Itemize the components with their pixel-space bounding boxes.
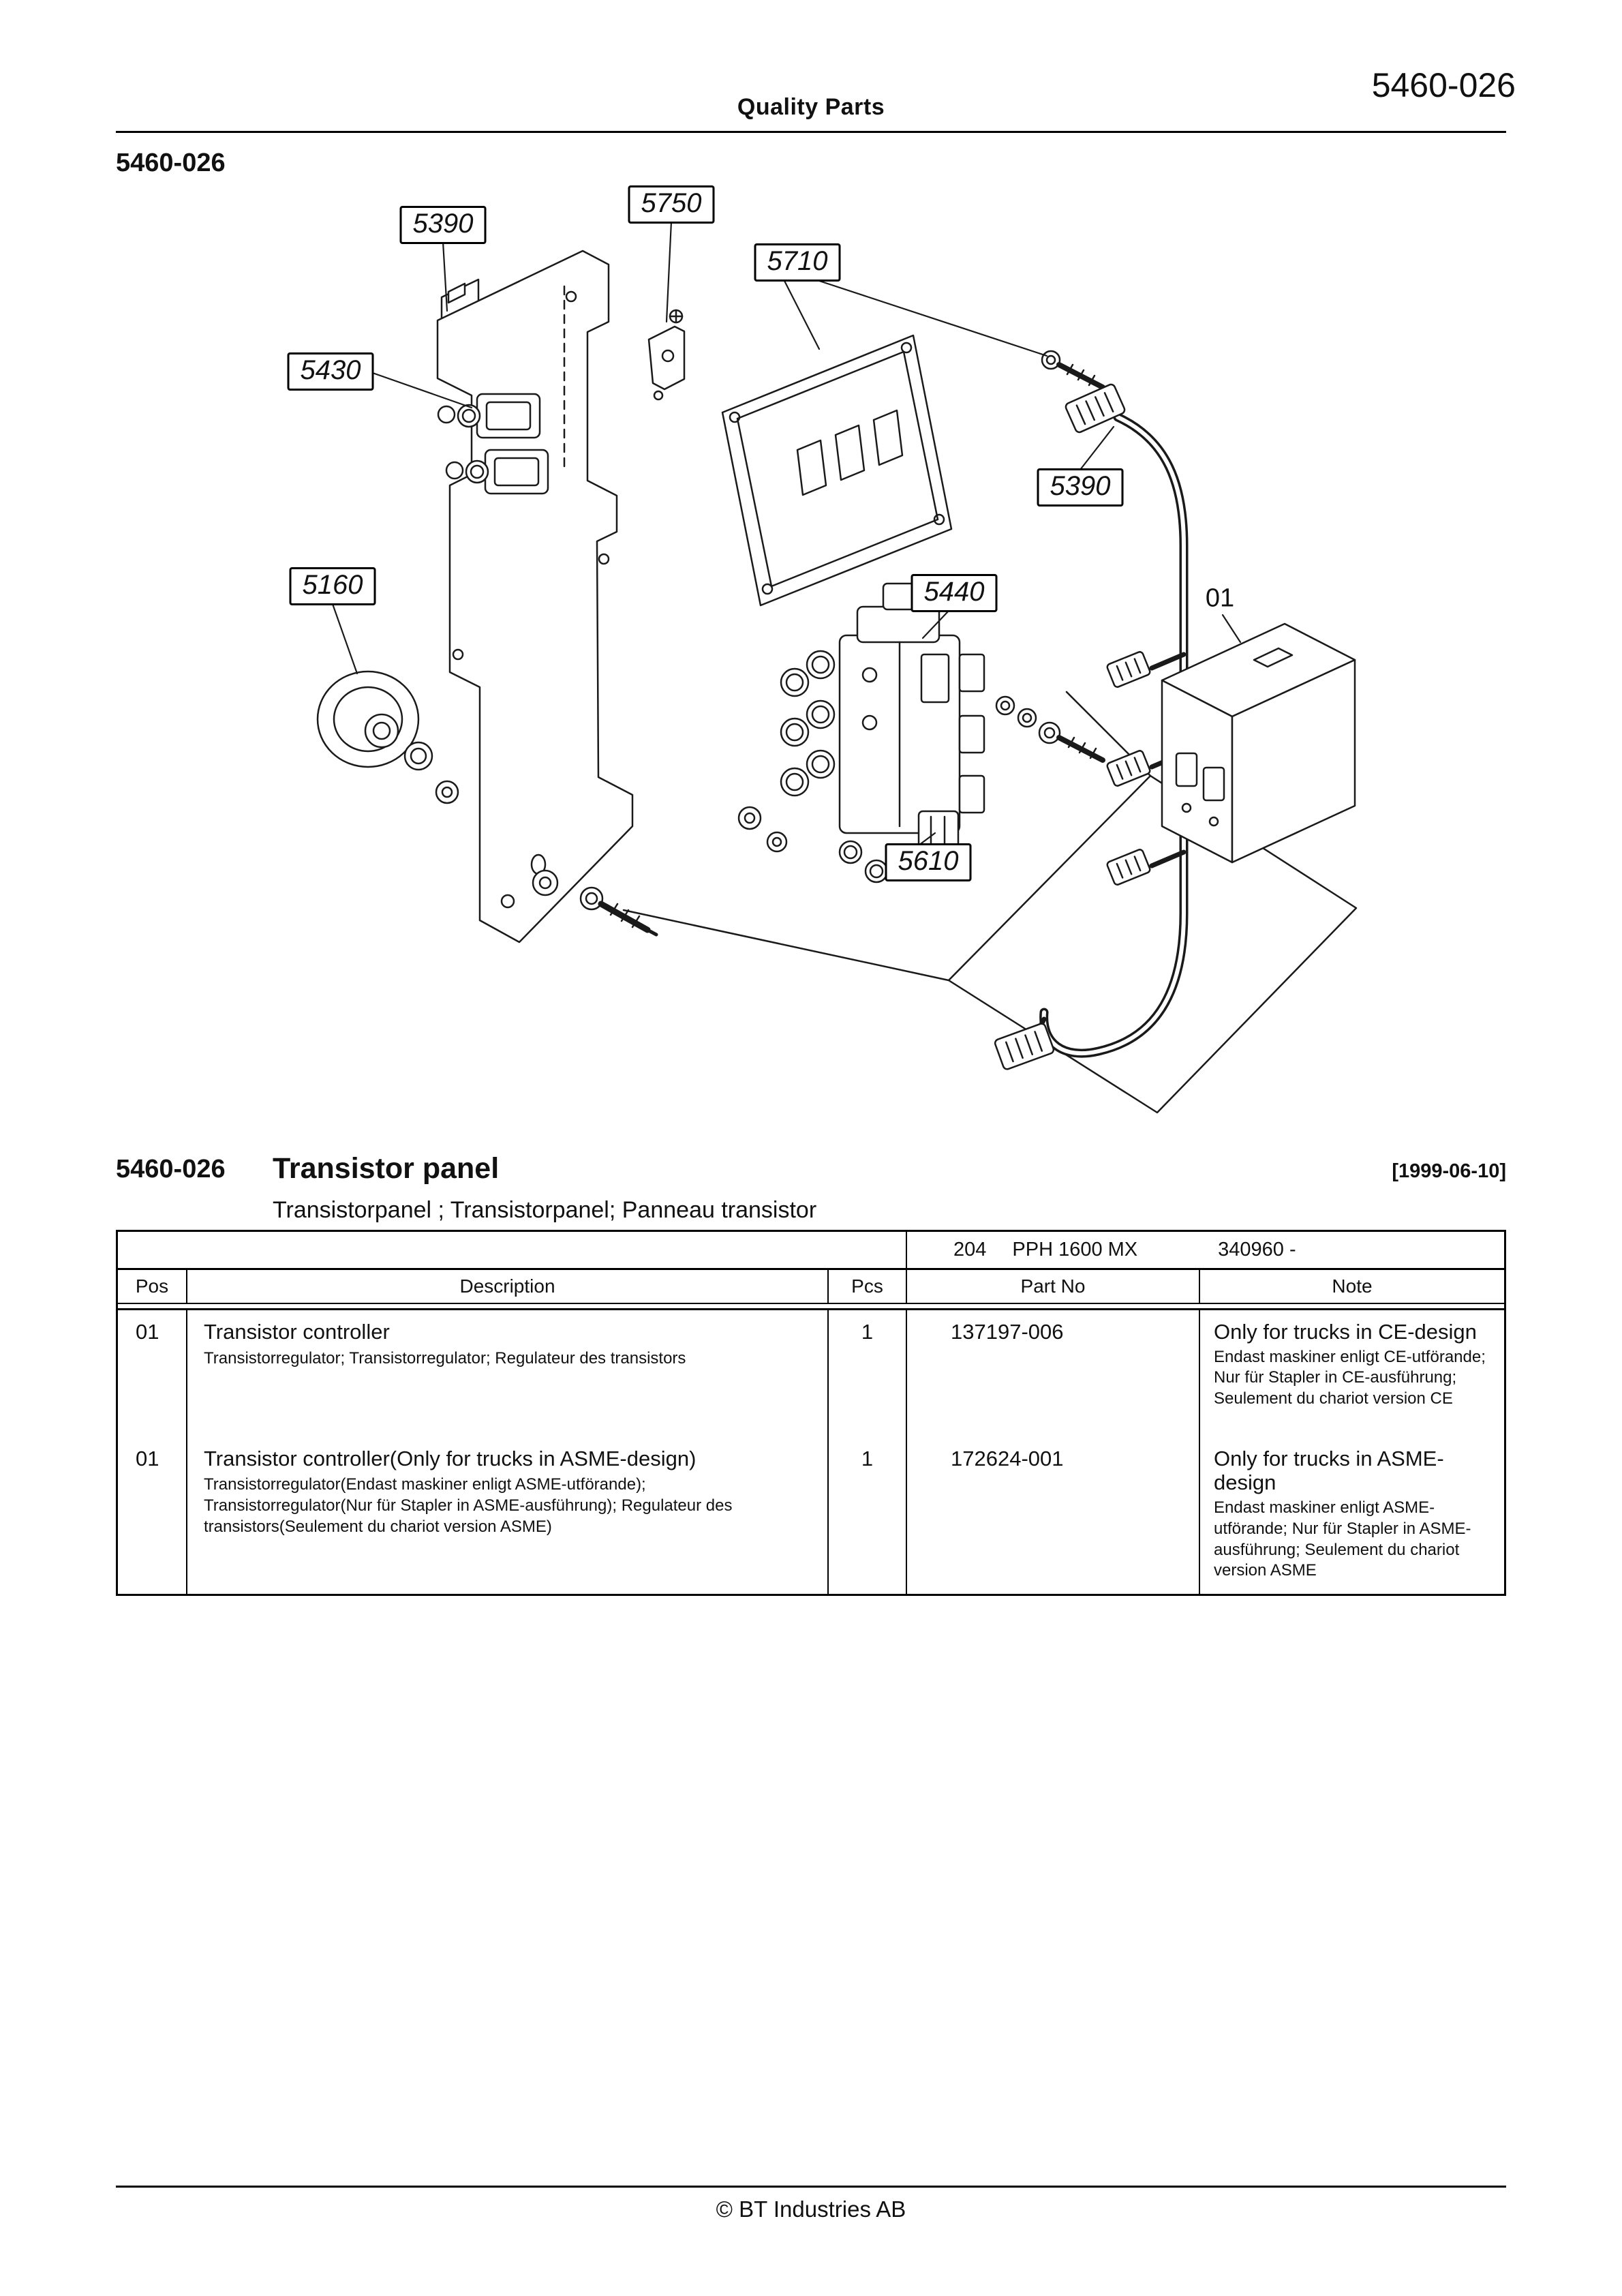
cell-note: [1200, 1437, 1504, 1594]
cell-description: [187, 1310, 829, 1437]
description-translations: Transistorregulator; Transistorregulator; Regulateur des transistors: [204, 1348, 686, 1368]
header-double-rule: [118, 1304, 1504, 1310]
table-row: [118, 1437, 1504, 1594]
part-callout: 5440: [911, 574, 998, 612]
cell-pcs: 1: [829, 1437, 907, 1594]
column-header: Pcs: [829, 1270, 907, 1303]
note-translations: Endast maskiner enligt ASME-utförande; Nur für Stapler in ASME-ausführung; Seulement du chariot version ASME: [1214, 1498, 1471, 1580]
model-serial: 340960 -: [1218, 1239, 1296, 1260]
part-callout: 5430: [288, 352, 374, 391]
figure-code-heading: 5460-026: [116, 149, 226, 177]
description-main: Transistor controller: [204, 1320, 390, 1344]
note-main: Only for trucks in ASME-design: [1214, 1446, 1444, 1495]
part-callout: 5750: [628, 185, 715, 224]
note-translations: Endast maskiner enligt CE-utförande; Nur für Stapler in CE-ausführung; Seulement du chariot version CE: [1214, 1347, 1486, 1408]
model-info: [907, 1239, 1504, 1261]
description-main: Transistor controller(Only for trucks in ASME-design): [204, 1446, 697, 1470]
section-date: [1999-06-10]: [1392, 1160, 1506, 1182]
parts-table: [116, 1230, 1506, 1596]
cell-pcs: 1: [829, 1310, 907, 1437]
note-main: Only for trucks in CE-design: [1214, 1320, 1477, 1344]
model-name: PPH 1600 MX: [1012, 1239, 1138, 1260]
description-translations: Transistorregulator(Endast maskiner enligt ASME-utförande); Transistorregulator(Nur für Stapler in ASME-ausführung); Regulateur des transistors(Seulement du chariot version ASME): [204, 1475, 733, 1536]
mounting-plate: [438, 251, 632, 942]
column-header: Note: [1332, 1275, 1373, 1297]
section-subtitle: Transistorpanel ; Transistorpanel; Panneau transistor: [273, 1197, 817, 1223]
cell-pos: 01: [118, 1437, 187, 1594]
footer-copyright: © BT Industries AB: [716, 2196, 906, 2222]
cell-description: [187, 1437, 829, 1594]
header-rule: [116, 131, 1506, 133]
part-callout: 5390: [400, 206, 487, 244]
bracket: [649, 310, 684, 399]
contactor-assembly: [739, 584, 1103, 882]
footer-rule: [116, 2186, 1506, 2188]
table-header-row: [118, 1270, 1504, 1304]
column-header: Pos: [118, 1270, 187, 1303]
page-header-code: 5460-026: [1371, 66, 1516, 104]
cell-part-no: 172624-001: [907, 1437, 1200, 1594]
horn: [318, 671, 458, 803]
exploded-view-drawing: [0, 177, 1622, 1152]
part-label: 01: [1205, 584, 1235, 613]
cell-note: [1200, 1310, 1504, 1437]
cell-pos: 01: [118, 1310, 187, 1437]
cell-part-no: 137197-006: [907, 1310, 1200, 1437]
controller-box: [1162, 624, 1355, 862]
model-row-spacer: [118, 1232, 907, 1268]
column-header: Description: [187, 1270, 829, 1303]
section-title: Transistor panel: [273, 1152, 500, 1185]
part-callout: 5390: [1037, 468, 1124, 507]
model-row: [118, 1232, 1504, 1270]
section-code: 5460-026: [116, 1155, 226, 1183]
table-body: [118, 1310, 1504, 1594]
table-row: [118, 1310, 1504, 1437]
part-callout: 5610: [885, 843, 972, 881]
page-header-title: Quality Parts: [737, 94, 885, 120]
part-callout: 5160: [290, 567, 376, 605]
part-callout: 5710: [754, 243, 841, 282]
model-code: 204: [953, 1239, 987, 1260]
diagram: [0, 177, 1622, 1152]
column-header: Part No: [907, 1270, 1200, 1303]
